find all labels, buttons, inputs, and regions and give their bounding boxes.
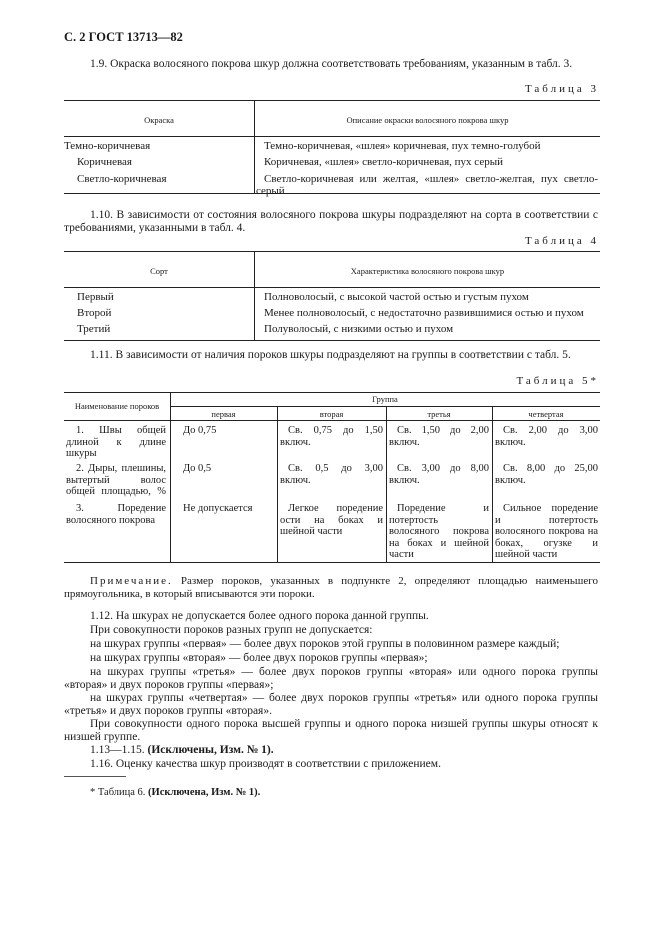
table5-row-3-g4: Сильное поредение и потертость волосяного покрова на боках, огузке и шейной части: [495, 503, 598, 560]
footnote: [90, 787, 260, 798]
paragraph-higher-lower: При совокупности одного порока высшей группы и одного порока низшей группы шкуры относят к низшей группе.: [64, 718, 598, 743]
note-text: Размер пороков, указанных в подпункте 2, определяют площадью наименьшего прямоугольника, в который вписываются эти пороки.: [64, 575, 599, 600]
table4-row-3-name: Третий: [77, 323, 111, 335]
table5-row-1-name: 1. Швы общей длиной к длине шкуры: [66, 425, 166, 459]
footnote-excluded: (Исключена, Изм. № 1).: [148, 787, 261, 798]
paragraph-1-11: 1.11. В зависимости от наличия пороков шкуры подразделяют на группы в соответствии с табл. 5.: [90, 349, 571, 361]
paragraph-1-13-1-15: [64, 744, 598, 757]
table5-caption: Таблица 5*: [516, 375, 599, 387]
table3-header-color: Окраска: [144, 115, 174, 125]
table5-row-3-g2: Легкое поредение ости на боках и шейной части: [280, 503, 383, 537]
table5-row-1-g1: До 0,75: [183, 425, 217, 436]
table3-row-3-name: Светло-коричневая: [77, 173, 167, 185]
paragraph-1-10: 1.10. В зависимости от состояния волосяного покрова шкуры подразделяют на сорта в соответствии с требованиями, указанными в табл. 4.: [64, 209, 598, 234]
table5-row-2-g4: Св. 8,00 до 25,00 включ.: [495, 463, 598, 486]
p-1-13-number: 1.13—1.15.: [90, 744, 145, 756]
table5-group-3: третья: [427, 409, 451, 419]
paragraph-1-12: 1.12. На шкурах не допускается более одного порока данной группы.: [90, 610, 429, 622]
paragraph-1-9: 1.9. Окраска волосяного покрова шкур должна соответствовать требованиям, указанным в табл. 3.: [90, 58, 573, 70]
paragraph-group-third: на шкурах группы «третья» — более двух пороков группы «вторая» или одного порока группы «вторая» и двух пороков группы «первая»;: [64, 666, 598, 691]
table5-group-2: вторая: [319, 409, 344, 419]
table5-row-3-name: 3. Поредение волосяного покрова: [66, 503, 166, 526]
footnote-table: * Таблица 6.: [90, 787, 146, 798]
table5-row-1-g3: Св. 1,50 до 2,00 включ.: [389, 425, 489, 448]
table4-header-characteristic: Характеристика волосяного покрова шкур: [350, 266, 505, 276]
table3-caption: Таблица 3: [524, 83, 599, 95]
table5-row-2-name: 2. Дыры, плешины, вытертый волос общей площадью, %: [66, 463, 166, 497]
paragraph-combination: При совокупности пороков разных групп не допускается:: [90, 624, 373, 636]
table3-row-2-name: Коричневая: [77, 156, 132, 168]
table4-row-2-name: Второй: [77, 307, 112, 319]
table5-row-1-g2: Св. 0,75 до 1,50 включ.: [280, 425, 383, 448]
table5-row-1-g4: Св. 2,00 до 3,00 включ.: [495, 425, 598, 448]
note-label: Примечание.: [90, 575, 173, 587]
paragraph-group-second: на шкурах группы «вторая» — более двух пороков группы «первая»;: [90, 652, 428, 664]
page-header: С. 2 ГОСТ 13713—82: [64, 30, 183, 44]
table5-row-2-g3: Св. 3,00 до 8,00 включ.: [389, 463, 489, 486]
table4-row-3-desc: Полуволосый, с низкими остью и пухом: [264, 323, 454, 335]
table4-caption: Таблица 4: [524, 235, 599, 247]
table5-group-1: первая: [211, 409, 236, 419]
paragraph-group-fourth: на шкурах группы «четвертая» — более двух пороков группы «третья» или одного порока группы «третья» и двух пороков группы «вторая».: [64, 692, 598, 717]
table5-row-2-g2: Св. 0,5 до 3,00 включ.: [280, 463, 383, 486]
p-1-13-excluded: (Исключены, Изм. № 1).: [147, 744, 274, 756]
table5-row-2-g1: До 0,5: [183, 463, 212, 474]
table4-header-sort: Сорт: [150, 266, 168, 276]
table3-header-description: Описание окраски волосяного покрова шкур: [346, 115, 509, 125]
table3-row-2-desc: Коричневая, «шлея» светло-коричневая, пух серый: [264, 156, 503, 168]
table5-group-4: четвертая: [528, 409, 564, 419]
table3-row-3-desc: Светло-коричневая или желтая, «шлея» светло-желтая, пух светло-серый: [256, 173, 598, 197]
footnote-separator: [64, 776, 126, 777]
table5-header-defect: Наименование пороков: [74, 401, 160, 411]
table5-row-3-g3: Поредение и потертость волосяного покрова на боках и шейной части: [389, 503, 489, 560]
table5-row-3-g1: Не допускается: [183, 503, 253, 514]
paragraph-group-first: на шкурах группы «первая» — более двух пороков этой группы в половинном размере каждый;: [90, 638, 560, 650]
table5-note: [64, 575, 598, 601]
table4-row-2-desc: Менее полноволосый, с недостаточно развившимися остью и пухом: [264, 307, 584, 319]
table5-header-group: Группа: [372, 394, 398, 404]
table4-row-1-desc: Полноволосый, с высокой частой остью и густым пухом: [264, 291, 529, 303]
table3-row-1-name: Темно-коричневая: [64, 140, 151, 152]
table3-row-1-desc: Темно-коричневая, «шлея» коричневая, пух темно-голубой: [264, 140, 541, 152]
table4-row-1-name: Первый: [77, 291, 114, 303]
paragraph-1-16: 1.16. Оценку качества шкур производят в соответствии с приложением.: [90, 758, 441, 770]
